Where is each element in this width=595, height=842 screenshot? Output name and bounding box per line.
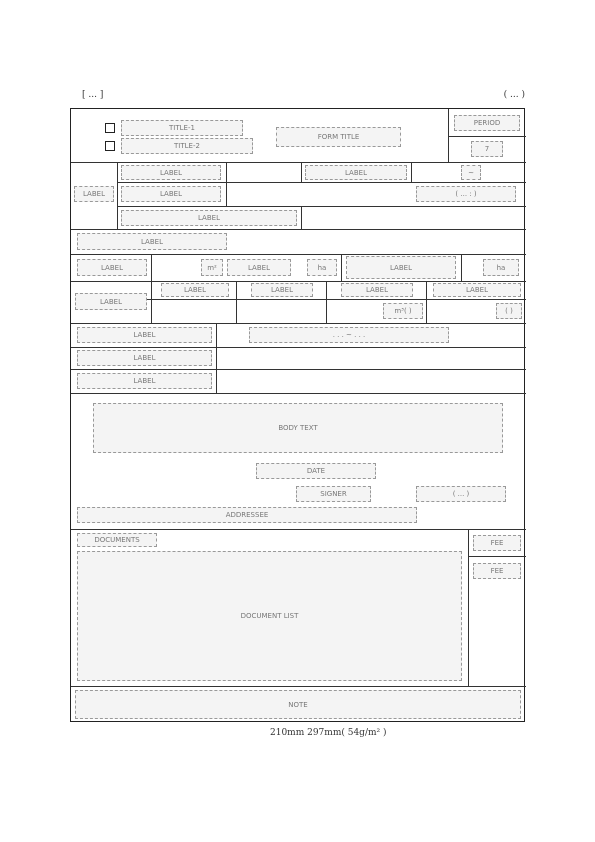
rights-label: LABEL [121, 210, 297, 226]
forest-location-label: LABEL [77, 233, 227, 250]
option2-checkbox[interactable] [105, 141, 115, 151]
addressee-line: ADDRESSEE [77, 507, 417, 523]
phone-field[interactable]: ( ... : ) [416, 186, 516, 202]
form-number: [ ... ] [82, 90, 104, 100]
work-method-label: LABEL [77, 350, 212, 366]
remaining-unit: ( ) [496, 303, 522, 319]
work-method-field[interactable] [219, 349, 524, 368]
option2-label: TITLE-2 [121, 138, 253, 154]
land-category-label: LABEL [77, 259, 147, 276]
purpose-label: LABEL [251, 283, 313, 297]
quantity-unit: m³( ) [383, 303, 423, 319]
processing-period-value: 7 [471, 141, 503, 157]
processing-period-label: PERIOD [454, 115, 520, 131]
cutting-period-label: LABEL [77, 327, 212, 343]
paper-spec: 210mm 297mm( 54g/m² ) [270, 728, 387, 738]
signature-note: ( ... ) [416, 486, 506, 502]
species-label: LABEL [161, 283, 229, 297]
option1-checkbox[interactable] [105, 123, 115, 133]
remaining-count-label: LABEL [433, 283, 521, 297]
id-separator: ~ [461, 165, 481, 180]
quantity-label: LABEL [341, 283, 413, 297]
change-reason-label: LABEL [77, 373, 212, 389]
application-form [70, 108, 525, 722]
applicant-label: LABEL [74, 186, 114, 202]
application-details-label: LABEL [75, 293, 147, 310]
page-side: ( ... ) [503, 90, 525, 100]
name-label: LABEL [121, 165, 221, 180]
area-unit-ha-1: ha [307, 259, 337, 276]
area-unit: m² [201, 259, 223, 276]
fee-value: FEE [473, 563, 521, 579]
address-field[interactable] [229, 185, 409, 203]
cutting-period-field[interactable]: . . . ~ . . . [249, 327, 449, 343]
fee-label: FEE [473, 535, 521, 551]
id-number-label: LABEL [305, 165, 407, 180]
filling-instructions: NOTE [75, 690, 521, 719]
address-label: LABEL [121, 186, 221, 202]
required-docs-title: DOCUMENTS [77, 533, 157, 547]
required-docs-list: DOCUMENT LIST [77, 551, 462, 681]
declaration-text: BODY TEXT [93, 403, 503, 453]
area-unit-ha-2: ha [483, 259, 519, 276]
applicant-sign-label: SIGNER [296, 486, 371, 502]
form-title: FORM TITLE [276, 127, 401, 147]
option1-label: TITLE-1 [121, 120, 243, 136]
area-label: LABEL [227, 259, 291, 276]
name-field[interactable] [229, 164, 299, 180]
date-line: DATE [256, 463, 376, 479]
rights-field[interactable] [304, 208, 524, 227]
change-reason-field[interactable] [219, 371, 524, 391]
cut-area-label: LABEL [346, 256, 456, 279]
